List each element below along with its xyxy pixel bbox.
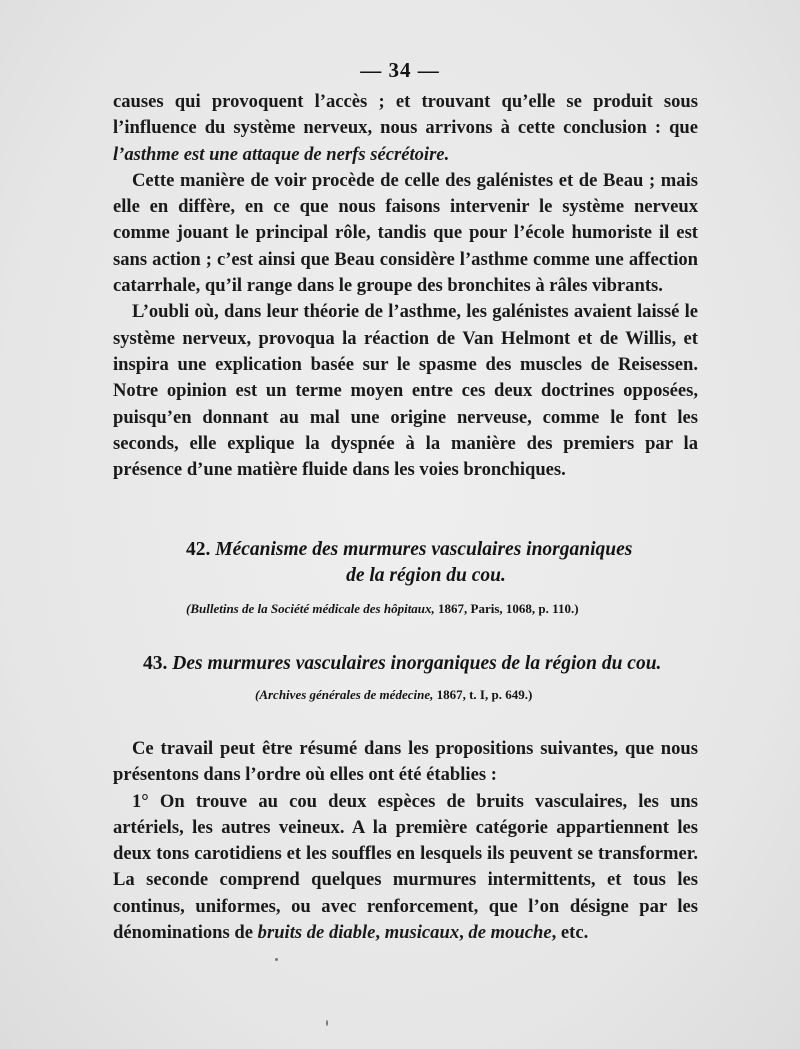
text-block-top: [113, 89, 698, 483]
entry-number: 42.: [186, 539, 211, 560]
entry-title: [143, 651, 703, 677]
paragraph: Ce travail peut être résumé dans les propositions suivantes, que nous présentons dans l’ordre où elles ont été établies :: [113, 738, 698, 786]
entry-title-line: Des murmures vasculaires inorganiques de la région du cou.: [172, 653, 662, 674]
bibliography-entry-42: [186, 537, 656, 616]
reference-details: 1867, Paris, 1068, p. 110.): [438, 601, 579, 616]
paragraph-text: causes qui provoquent l’accès ; et trouvant qu’elle se produit sous l’influence du système nerveux, nous arrivons à cette conclusion : que: [113, 91, 698, 139]
paragraph-text: , etc.: [551, 922, 589, 944]
reference-journal: (Bulletins de la Société médicale des hôpitaux,: [186, 601, 435, 616]
paragraph: Cette manière de voir procède de celle des galénistes et de Beau ; mais elle en diffère, en ce que nous faisons intervenir le système nerveux comme jouant le principal rôle, tandis que pour l’école humoriste il est sans action ; c’est ainsi que Beau considère l’asthme comme une affection catarrhale, qu’il range dans le groupe des bronchites à râles vibrants.: [113, 169, 698, 297]
entry-number: 43.: [143, 653, 168, 674]
paper-speck: [326, 1020, 328, 1026]
paragraph-italic-text: de mouche: [468, 922, 552, 944]
text-block-bottom: [113, 736, 698, 946]
entry-title-line: Mécanisme des murmures vasculaires inorganiques: [215, 539, 633, 560]
page-number: — 34 —: [360, 58, 440, 82]
entry-reference: [255, 686, 532, 704]
paragraph-italic-text: bruits de diable: [257, 922, 376, 944]
entry-title-line-2: de la région du cou.: [346, 565, 506, 586]
paragraph-text: ,: [375, 922, 385, 944]
paragraph-continuation: [113, 89, 698, 168]
paragraph-italic-text: musicaux: [384, 922, 460, 944]
reference-journal: (Archives générales de médecine,: [255, 687, 434, 702]
paragraph-text: ,: [459, 922, 469, 944]
paper-speck: [275, 958, 278, 961]
paragraph-italic-text: l’asthme est une attaque de nerfs sécrétoire.: [113, 143, 450, 165]
paragraph: [113, 789, 698, 947]
paragraph-text: 1° On trouve au cou deux espèces de bruits vasculaires, les uns artériels, les autres veineux. A la première catégorie appartiennent les deux tons carotidiens et les souffles en lesquels ils peuvent se transformer. La seconde comprend quelques murmures intermittents, et tous les continus, uniformes, ou avec renforcement, que l’on désigne par les dénominations de: [113, 790, 698, 944]
paragraph: L’oubli où, dans leur théorie de l’asthme, les galénistes avaient laissé le système nerveux, provoqua la réaction de Van Helmont et de Willis, et inspira une explication basée sur le spasme des muscles de Reisessen. Notre opinion est un terme moyen entre ces deux doctrines opposées, puisqu’en donnant au mal une origine nerveuse, comme le font les seconds, elle explique la dyspnée à la manière des premiers par la présence d’une matière fluide dans les voies bronchiques.: [113, 301, 698, 481]
reference-details: 1867, t. I, p. 649.): [436, 687, 533, 702]
entry-reference: [186, 600, 656, 618]
bibliography-entry-43: [143, 651, 703, 702]
entry-title: [186, 537, 656, 563]
